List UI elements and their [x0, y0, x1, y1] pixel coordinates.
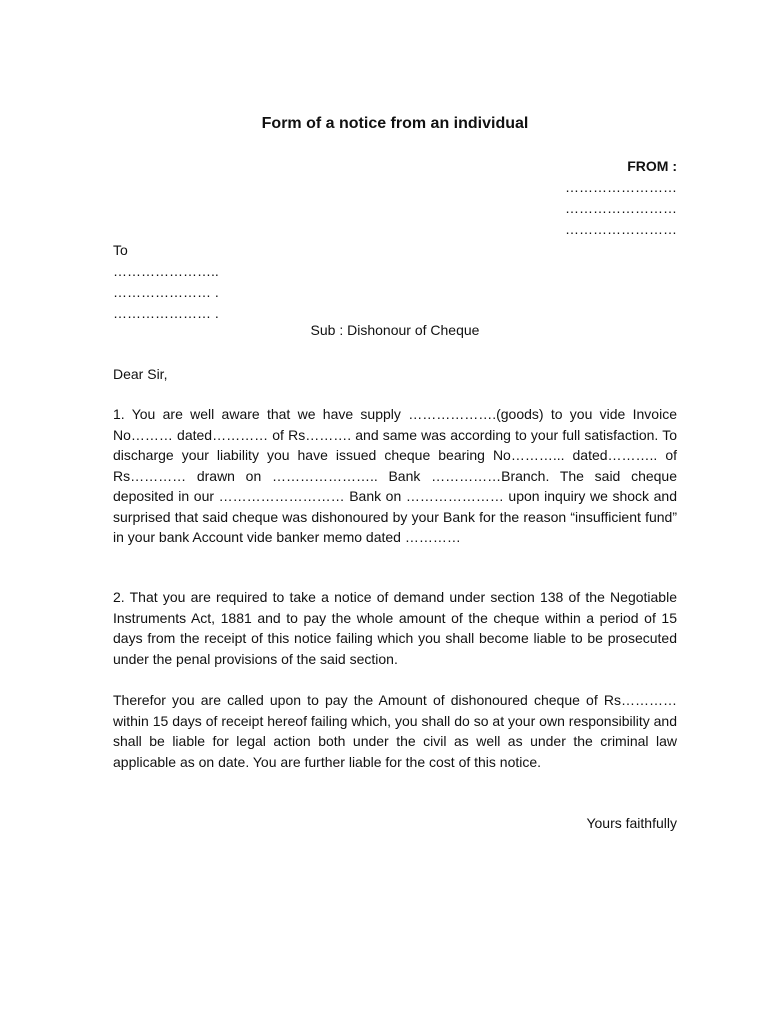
to-label: To — [113, 242, 128, 258]
closing-signoff: Yours faithfully — [586, 815, 677, 831]
to-line-3: ………………… . — [113, 305, 219, 321]
paragraph-3: Therefor you are called upon to pay the Amount of dishonoured cheque of Rs………… within 15 days of receipt hereof failing which, you shall do so at your own responsibility and shall be liable for legal action both under the civil as well as under the criminal law applicable as on date. You are further liable for the cost of this notice. — [113, 692, 677, 770]
document-title: Form of a notice from an individual — [261, 115, 529, 132]
to-line-1: ………………….. — [113, 263, 219, 279]
salutation: Dear Sir, — [113, 366, 168, 382]
from-block — [565, 156, 677, 240]
to-line-2: ………………… . — [113, 284, 219, 300]
from-line-1: …………………… — [565, 179, 677, 195]
from-line-3: …………………… — [565, 221, 677, 237]
paragraph-2: 2. That you are required to take a notice of demand under section 138 of the Negotiable Instruments Act, 1881 and to pay the whole amount of the cheque within a period of 15 days from the receipt of this notice failing which you shall become liable to be prosecuted under the penal provisions of the said section. — [113, 589, 677, 667]
paragraph-1: 1. You are well aware that we have supply ……………….(goods) to you vide Invoice No……… dated………… of Rs………. and same was according to your full satisfaction. To discharge your liability you have issued cheque bearing No………... dated……….. of Rs………… drawn on ………………….. Bank ……………Branch. The said cheque deposited in our ……………………… Bank on ………………… upon inquiry we shock and surprised that said cheque was dishonoured by your Bank for the reason “insufficient fund” in your bank Account vide banker memo dated ………… — [113, 406, 677, 545]
from-label: FROM : — [627, 158, 677, 174]
from-line-2: …………………… — [565, 200, 677, 216]
subject-line: Sub : Dishonour of Cheque — [310, 322, 480, 338]
to-block — [113, 240, 219, 324]
